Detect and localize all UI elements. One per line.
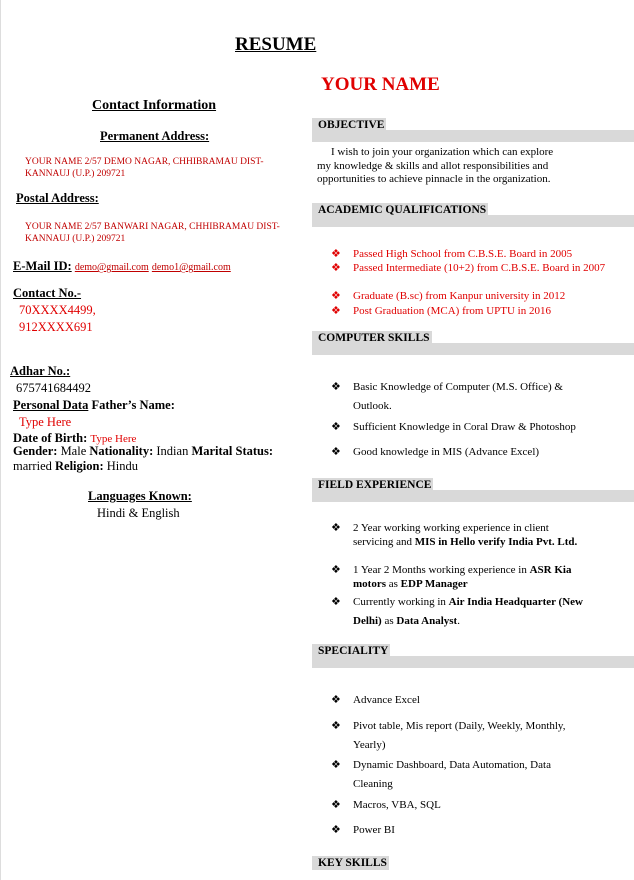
postal-address: YOUR NAME 2/57 BANWARI NAGAR, CHHIBRAMAU DIST-KANNAUJ (U.P.) 209721 bbox=[25, 222, 280, 244]
bullet-icon: ❖ bbox=[331, 248, 341, 260]
bullet-icon: ❖ bbox=[331, 522, 341, 534]
key-skills-heading: KEY SKILLS bbox=[312, 856, 389, 870]
speciality-item bbox=[331, 821, 606, 840]
speciality-item bbox=[331, 691, 606, 710]
candidate-name: YOUR NAME bbox=[321, 74, 440, 95]
field-experience-text bbox=[353, 563, 593, 591]
field-exp-1-company: MIS in Hello verify India Pvt. Ltd. bbox=[414, 536, 578, 548]
field-exp-3-as: as bbox=[381, 615, 397, 627]
computer-skill-item bbox=[331, 378, 606, 416]
religion-value: Hindu bbox=[106, 459, 138, 473]
computer-skill-item bbox=[331, 443, 606, 462]
field-experience-item bbox=[331, 521, 606, 549]
field-experience-text bbox=[353, 593, 603, 631]
key-skills-section-header bbox=[312, 856, 634, 870]
dob-value: Type Here bbox=[90, 433, 137, 445]
nationality-value: Indian bbox=[156, 444, 189, 458]
computer-skill-item bbox=[331, 418, 606, 437]
bullet-icon: ❖ bbox=[331, 381, 341, 393]
objective-line-3: opportunities to achieve pinnacle in the organization. bbox=[317, 173, 551, 185]
bullet-icon: ❖ bbox=[331, 759, 341, 771]
bullet-icon: ❖ bbox=[331, 824, 341, 836]
marital-status-label: Marital Status: bbox=[191, 444, 274, 458]
academic-item-text: Post Graduation (MCA) from UPTU in 2016 bbox=[353, 305, 551, 317]
academic-item bbox=[331, 261, 606, 275]
bullet-icon: ❖ bbox=[331, 720, 341, 732]
resume-title: RESUME bbox=[235, 34, 317, 55]
speciality-item bbox=[331, 796, 606, 815]
speciality-item bbox=[331, 756, 606, 794]
objective-heading: OBJECTIVE bbox=[312, 118, 386, 132]
academic-item bbox=[331, 304, 606, 318]
nationality-label: Nationality: bbox=[89, 444, 154, 458]
speciality-text: Macros, VBA, SQL bbox=[353, 799, 441, 811]
field-exp-2-role: EDP Manager bbox=[400, 578, 468, 590]
bullet-icon: ❖ bbox=[331, 799, 341, 811]
bullet-icon: ❖ bbox=[331, 262, 341, 274]
email-row bbox=[13, 259, 231, 274]
computer-skill-text: Good knowledge in MIS (Advance Excel) bbox=[353, 446, 540, 458]
personal-data-row bbox=[13, 398, 175, 413]
objective-section-header bbox=[312, 118, 634, 146]
field-exp-1-text: 2 Year working working experience in client servicing and bbox=[353, 522, 549, 548]
field-experience-heading: FIELD EXPERIENCE bbox=[312, 478, 433, 492]
email-link-2[interactable]: demo1@gmail.com bbox=[151, 262, 231, 273]
speciality-text: Power BI bbox=[353, 824, 395, 836]
bullet-icon: ❖ bbox=[331, 290, 341, 302]
academic-item bbox=[331, 247, 606, 261]
bullet-icon: ❖ bbox=[331, 446, 341, 458]
permanent-address: YOUR NAME 2/57 DEMO NAGAR, CHHIBRAMAU DIST-KANNAUJ (U.P.) 209721 bbox=[25, 157, 264, 179]
field-exp-2-company: ASR Kia motors bbox=[353, 564, 572, 590]
computer-skill-text: Sufficient Knowledge in Coral Draw & Photoshop bbox=[353, 421, 576, 433]
personal-data-label: Personal Data bbox=[13, 398, 89, 412]
contact-no-label: Contact No.- bbox=[13, 286, 82, 300]
phone-1: 70XXXX4499, bbox=[19, 303, 96, 317]
academic-item-text: Graduate (B.sc) from Kanpur university in 2012 bbox=[353, 290, 566, 302]
speciality-text: Pivot table, Mis report (Daily, Weekly, Monthly, Yearly) bbox=[353, 720, 566, 751]
religion-label: Religion: bbox=[55, 459, 104, 473]
bullet-icon: ❖ bbox=[331, 694, 341, 706]
speciality-section-header bbox=[312, 644, 634, 672]
father-name-value: Type Here bbox=[19, 415, 72, 429]
field-experience-item bbox=[331, 593, 606, 631]
marital-status-value: married bbox=[13, 459, 52, 473]
email-link-1[interactable]: demo@gmail.com bbox=[74, 262, 149, 273]
academic-item-text: Passed High School from C.B.S.E. Board in 2005 bbox=[353, 248, 573, 260]
languages-heading: Languages Known: bbox=[88, 489, 192, 503]
gender-value: Male bbox=[60, 444, 87, 458]
speciality-text: Dynamic Dashboard, Data Automation, Data Cleaning bbox=[353, 759, 551, 790]
academic-section-header bbox=[312, 203, 634, 231]
objective-line-1: I wish to join your organization which can explore bbox=[331, 146, 554, 158]
bullet-icon: ❖ bbox=[331, 421, 341, 433]
field-exp-3-company: Air India Headquarter (New Delhi) bbox=[353, 596, 583, 627]
field-experience-item bbox=[331, 563, 606, 591]
email-label: E-Mail ID: bbox=[13, 259, 72, 273]
dob-label: Date of Birth: bbox=[13, 431, 88, 445]
contact-information-heading: Contact Information bbox=[92, 98, 217, 113]
field-exp-3-period: . bbox=[457, 615, 460, 627]
objective-text bbox=[317, 146, 617, 187]
gender-label: Gender: bbox=[13, 444, 58, 458]
speciality-heading: SPECIALITY bbox=[312, 644, 390, 658]
bullet-icon: ❖ bbox=[331, 564, 341, 576]
speciality-text: Advance Excel bbox=[353, 694, 420, 706]
field-exp-2-text: 1 Year 2 Months working experience in bbox=[353, 564, 530, 576]
adhar-label: Adhar No.: bbox=[10, 364, 71, 378]
phone-2: 912XXXX691 bbox=[19, 320, 93, 334]
academic-heading: ACADEMIC QUALIFICATIONS bbox=[312, 203, 488, 217]
computer-skill-text: Basic Knowledge of Computer (M.S. Office) & Outlook. bbox=[353, 381, 563, 412]
field-experience-text bbox=[353, 521, 578, 549]
languages-value: Hindi & English bbox=[97, 506, 180, 520]
postal-address-heading: Postal Address: bbox=[16, 191, 99, 205]
computer-skills-heading: COMPUTER SKILLS bbox=[312, 331, 432, 345]
speciality-item bbox=[331, 717, 606, 755]
adhar-value: 675741684492 bbox=[16, 381, 91, 395]
bullet-icon: ❖ bbox=[331, 305, 341, 317]
academic-item-text: Passed Intermediate (10+2) from C.B.S.E. Board in 2007 bbox=[353, 262, 606, 274]
field-exp-3-text: Currently working in bbox=[353, 596, 449, 608]
field-experience-section-header bbox=[312, 478, 634, 506]
gender-row bbox=[13, 444, 273, 459]
academic-item bbox=[331, 289, 606, 303]
computer-skills-section-header bbox=[312, 331, 634, 359]
field-exp-3-role: Data Analyst bbox=[396, 615, 458, 627]
bullet-icon: ❖ bbox=[331, 596, 341, 608]
objective-line-2: my knowledge & skills and allot responsibilities and bbox=[317, 159, 549, 172]
permanent-address-heading: Permanent Address: bbox=[100, 129, 210, 143]
marital-religion-row bbox=[13, 459, 138, 474]
father-name-label: Father’s Name: bbox=[91, 398, 175, 412]
field-exp-2-as: as bbox=[386, 578, 401, 590]
